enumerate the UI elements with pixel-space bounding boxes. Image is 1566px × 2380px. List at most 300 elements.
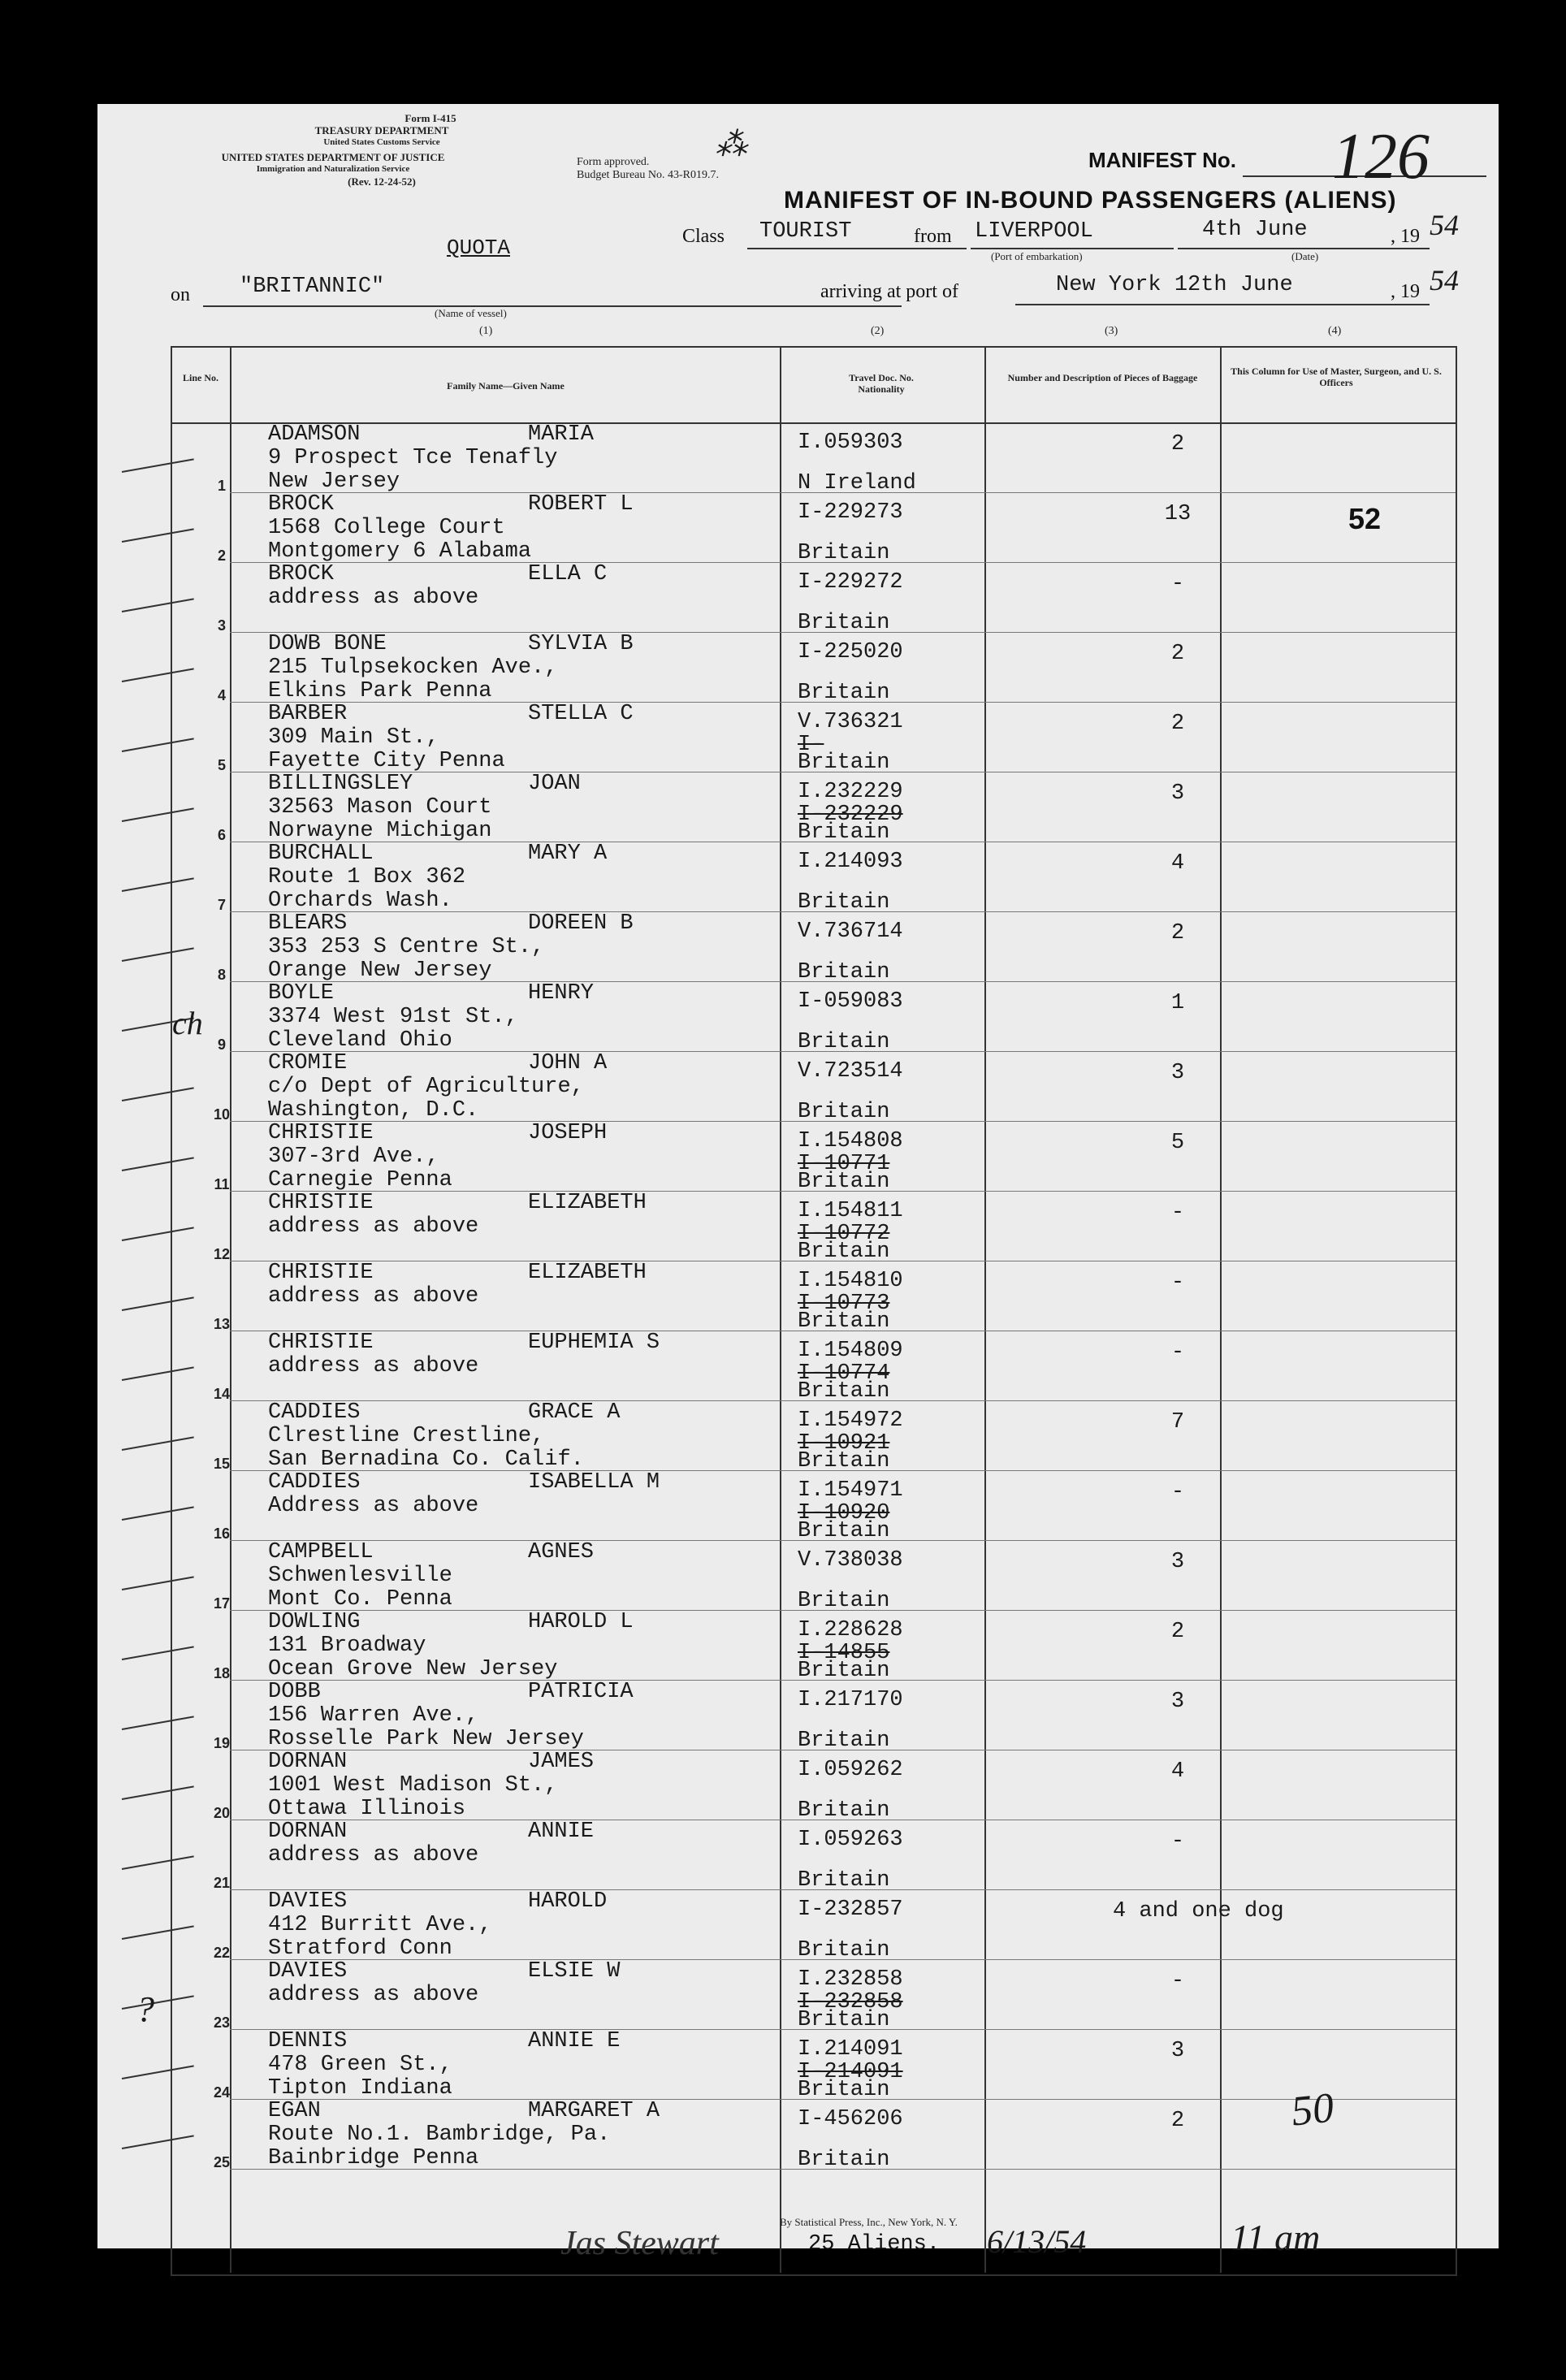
family-name: DENNIS [268,2029,348,2053]
table-row [97,2099,1499,2172]
line-number: 6 [217,827,226,843]
address-line-2: Ottawa Illinois [268,1797,466,1821]
travel-doc-number: I.059303 [798,431,903,455]
baggage-count: - [1170,1969,1185,1993]
address-line-1: 353 253 S Centre St., [268,935,545,959]
family-name: CHRISTIE [268,1191,374,1215]
address-line-1: 478 Green St., [268,2053,452,2077]
address-line-1: address as above [268,1284,479,1309]
nationality: N Ireland [798,471,916,495]
nationality: Britain [798,1030,890,1054]
check-mark [122,1925,194,1940]
check-mark [122,1716,194,1730]
family-name: DOWLING [268,1610,361,1634]
baggage-count: 3 [1170,1690,1185,1714]
baggage-count: 4 and one dog [1113,1899,1284,1923]
header-line-no: Line No. [182,372,218,383]
given-name: STELLA C [528,702,634,726]
year-value: 54 [1430,264,1459,296]
header-officers: This Column for Use of Master, Surgeon, and U. S. Officers [1231,366,1442,388]
manifest-title: MANIFEST OF IN-BOUND PASSENGERS (ALIENS) [784,187,1397,214]
table-row [97,1680,1499,1753]
given-name: ELLA C [528,562,608,586]
given-name: ELIZABETH [528,1261,647,1285]
vessel-name: "BRITANNIC" [240,275,385,299]
date-caption: (Date) [1291,250,1319,262]
address-line-2: Montgomery 6 Alabama [268,539,532,564]
address-line-2: Washington, D.C. [268,1098,479,1123]
year-value: 54 [1430,209,1459,241]
line-number: 21 [213,1875,231,1891]
check-mark [122,1087,194,1101]
quota-label: QUOTA [447,236,511,260]
line-number: 25 [213,2154,231,2170]
col-number: (2) [871,325,885,337]
travel-doc-number: I-229273 [798,500,903,525]
baggage-count: 1 [1170,991,1185,1015]
line-number: 4 [217,687,226,703]
baggage-count: 3 [1170,1061,1185,1085]
justice-dept: UNITED STATES DEPARTMENT OF JUSTICE [221,151,445,163]
baggage-count: - [1170,1829,1185,1854]
address-line-2: Cleveland Ohio [268,1028,452,1053]
travel-doc-number: I.154808 [798,1129,903,1153]
line-number: 7 [217,897,226,913]
line-number: 14 [213,1386,231,1402]
table-row [97,1051,1499,1124]
address-line-1: address as above [268,1214,479,1239]
family-name: BROCK [268,492,335,517]
cancelled-doc-number: I- [798,733,824,757]
line-number: 15 [213,1456,231,1472]
check-mark [122,807,194,822]
line-number: 2 [217,547,226,564]
check-mark [122,1995,194,2010]
baggage-count: - [1170,1270,1185,1295]
line-number: 16 [213,1525,231,1542]
budget-bureau: Budget Bureau No. 43-R019.7. [577,169,719,181]
address-line-1: Route No.1. Bambridge, Pa. [268,2123,611,2147]
check-mark [122,1296,194,1311]
manifest-no-label: MANIFEST No. [1088,148,1236,172]
ins: Immigration and Naturalization Service [256,164,410,174]
travel-doc-number: I.154809 [798,1339,903,1363]
manifest-page [97,104,1499,2262]
nationality: Britain [798,1659,890,1683]
line-number: 24 [213,2084,231,2101]
family-name: DAVIES [268,1889,348,1914]
address-line-1: Route 1 Box 362 [268,865,466,889]
family-name: BOYLE [268,981,335,1006]
line-number: 1 [217,478,226,494]
nationality: Britain [798,2148,890,2172]
officer-mark: 52 [1348,502,1382,535]
table-row [97,1820,1499,1893]
check-mark [122,1855,194,1870]
travel-doc-number: I.154810 [798,1269,903,1293]
given-name: JOHN A [528,1051,608,1075]
given-name: ELIZABETH [528,1191,647,1215]
class-label: Class [682,226,725,247]
travel-doc-number: V.723514 [798,1059,903,1084]
address-line-2: Rosselle Park New Jersey [268,1727,584,1751]
check-mark [122,877,194,892]
customs-service: United States Customs Service [323,137,440,147]
travel-doc-number: V.736321 [798,710,903,734]
embarkation-date: 4th June [1202,218,1308,242]
check-mark [122,1157,194,1171]
baggage-count: 13 [1164,502,1192,526]
table-row [97,1400,1499,1473]
travel-doc-number: I.059262 [798,1758,903,1782]
baggage-count: 2 [1170,2109,1185,2133]
from-label: from [914,226,952,247]
table-row [97,1610,1499,1683]
table-row [97,1889,1499,1962]
nationality: Britain [798,541,890,565]
line-number: 3 [217,617,226,634]
baggage-count: 2 [1170,642,1185,666]
port-of-embarkation: LIVERPOOL [975,219,1093,244]
given-name: AGNES [528,1540,595,1564]
given-name: HAROLD L [528,1610,634,1634]
baggage-count: - [1170,1340,1185,1365]
check-mark [122,528,194,543]
address-line-2: Tipton Indiana [268,2076,452,2101]
line-number: 9 [217,1036,226,1053]
class-value: TOURIST [759,219,852,244]
family-name: CROMIE [268,1051,348,1075]
baggage-count: 7 [1170,1410,1185,1434]
cancelled-doc-number: I-232229 [798,803,903,827]
family-name: CADDIES [268,1470,361,1495]
address-line-2: Norwayne Michigan [268,819,492,843]
family-name: CADDIES [268,1400,361,1425]
address-line-1: 32563 Mason Court [268,795,492,820]
baggage-count: - [1170,1201,1185,1225]
line-number: 18 [213,1665,231,1681]
table-row [97,1191,1499,1264]
nationality: Britain [798,1589,890,1613]
given-name: JAMES [528,1750,595,1774]
address-line-2: Stratford Conn [268,1936,452,1961]
table-row [97,632,1499,705]
given-name: PATRICIA [528,1680,634,1704]
nationality: Britain [798,1309,890,1334]
address-line-2: New Jersey [268,470,400,494]
travel-doc-number: I.154811 [798,1199,903,1223]
check-mark [122,1227,194,1241]
travel-doc-number: I.228628 [798,1618,903,1642]
table-row [97,1331,1499,1404]
nationality: Britain [798,611,890,635]
line-number: 20 [213,1805,231,1821]
address-line-1: Address as above [268,1494,479,1518]
travel-doc-number: I.217170 [798,1688,903,1712]
baggage-count: 3 [1170,781,1185,806]
nationality: Britain [798,820,890,845]
travel-doc-number: I-229272 [798,570,903,595]
baggage-count: 3 [1170,1550,1185,1574]
given-name: HENRY [528,981,595,1006]
printer-line: By Statistical Press, Inc., New York, N. Y. [780,2216,958,2228]
address-line-1: address as above [268,586,479,610]
address-line-1: 1001 West Madison St., [268,1773,558,1798]
travel-doc-number: I.059263 [798,1828,903,1852]
table-row [97,1261,1499,1334]
check-mark [122,2135,194,2149]
family-name: DOBB [268,1680,321,1704]
baggage-count: 2 [1170,921,1185,946]
line-number: 12 [213,1246,231,1262]
given-name: ANNIE E [528,2029,621,2053]
nationality: Britain [798,1798,890,1823]
nationality: Britain [798,1170,890,1194]
inspector-signature: Jas Stewart [560,2225,719,2262]
col-number: (4) [1328,325,1342,337]
family-name: DAVIES [268,1959,348,1984]
year-prefix: , 19 [1391,281,1420,302]
nationality: Britain [798,2078,890,2102]
baggage-count: 2 [1170,1620,1185,1644]
address-line-2: Ocean Grove New Jersey [268,1657,558,1681]
alien-count: 25 Aliens. [808,2232,941,2257]
table-row [97,702,1499,775]
given-name: EUPHEMIA S [528,1331,660,1355]
nationality: Britain [798,2008,890,2032]
table-row [97,981,1499,1054]
address-line-1: Clrestline Crestline, [268,1424,545,1448]
line-number: 5 [217,757,226,773]
given-name: SYLVIA B [528,632,634,656]
check-mark [122,738,194,752]
family-name: BILLINGSLEY [268,772,413,796]
baggage-count: 2 [1170,712,1185,736]
nationality: Britain [798,890,890,915]
year-prefix: , 19 [1391,226,1420,247]
arriving-label: arriving at port of [820,281,958,302]
cancelled-doc-number: I-232858 [798,1990,903,2014]
header-travel-doc: Travel Doc. No. Nationality [849,372,914,395]
nationality: Britain [798,681,890,705]
nationality: Britain [798,1379,890,1404]
baggage-count: 5 [1170,1131,1185,1155]
address-line-1: 156 Warren Ave., [268,1703,479,1728]
check-mark [122,668,194,682]
baggage-count: 3 [1170,2039,1185,2063]
line-number: 11 [214,1176,230,1192]
address-line-1: address as above [268,1354,479,1378]
cancelled-doc-number: I-10773 [798,1292,890,1316]
cancelled-doc-number: I-214091 [798,2060,903,2084]
header-baggage: Number and Description of Pieces of Baggage [1007,372,1198,383]
family-name: BROCK [268,562,335,586]
check-mark [122,1785,194,1800]
line-number: 10 [213,1106,231,1123]
given-name: JOAN [528,772,581,796]
travel-doc-number: I-059083 [798,989,903,1014]
inspection-date: 6/13/54 [987,2223,1087,2260]
family-name: DORNAN [268,1750,348,1774]
baggage-count: - [1170,572,1185,596]
stamp-mark: ⁂ [715,126,747,162]
cancelled-doc-number: I-10771 [798,1152,890,1176]
given-name: ISABELLA M [528,1470,660,1495]
line-number: 17 [213,1595,231,1612]
revision: (Rev. 12-24-52) [348,175,416,188]
inspection-time: 11 am [1231,2217,1321,2258]
form-approved: Form approved. [577,156,650,168]
travel-doc-number: V.736714 [798,920,903,944]
table-row [97,842,1499,915]
address-line-2: Fayette City Penna [268,749,505,773]
baggage-count: 4 [1170,1759,1185,1784]
cancelled-doc-number: I-10774 [798,1361,890,1386]
check-mark [122,598,194,612]
table-row [97,562,1499,635]
table-row [97,1470,1499,1543]
table-row [97,492,1499,565]
address-line-1: c/o Dept of Agriculture, [268,1075,584,1099]
address-line-2: Orange New Jersey [268,958,492,983]
line-number: 22 [213,1945,231,1961]
nationality: Britain [798,1449,890,1473]
check-mark [122,1436,194,1451]
nationality: Britain [798,1240,890,1264]
address-line-1: 412 Burritt Ave., [268,1913,492,1937]
check-mark [122,1576,194,1590]
given-name: HAROLD [528,1889,608,1914]
given-name: ANNIE [528,1820,595,1844]
cancelled-doc-number: I-10920 [798,1501,890,1525]
address-line-1: 3374 West 91st St., [268,1005,518,1029]
check-mark [122,1646,194,1660]
travel-doc-number: I-232857 [798,1898,903,1922]
cancelled-doc-number: I-10772 [798,1222,890,1246]
given-name: MARIA [528,422,595,447]
travel-doc-number: I.214091 [798,2037,903,2062]
nationality: Britain [798,1100,890,1124]
line-number: 13 [213,1316,231,1332]
address-line-1: Schwenlesville [268,1564,452,1588]
travel-doc-number: I.232858 [798,1967,903,1992]
given-name: GRACE A [528,1400,621,1425]
travel-doc-number: I.154971 [798,1478,903,1503]
table-row [97,1121,1499,1194]
cancelled-doc-number: I-14855 [798,1641,890,1665]
line-number: 19 [213,1735,231,1751]
check-mark [122,1366,194,1381]
family-name: DOWB BONE [268,632,387,656]
family-name: CHRISTIE [268,1331,374,1355]
header-name: Family Name—Given Name [447,380,565,392]
address-line-2: Mont Co. Penna [268,1587,452,1612]
margin-annotation: ? [136,1989,154,2029]
address-line-1: address as above [268,1983,479,2007]
baggage-count: 4 [1170,851,1185,876]
check-mark [122,458,194,473]
col-number: (3) [1105,325,1118,337]
address-line-2: Bainbridge Penna [268,2146,479,2170]
nationality: Britain [798,960,890,984]
address-line-2: Elkins Park Penna [268,679,492,703]
family-name: ADAMSON [268,422,361,447]
given-name: MARGARET A [528,2099,660,2123]
officer-note: 50 [1289,2084,1336,2136]
treasury-dept: TREASURY DEPARTMENT [314,124,449,136]
table-row [97,1750,1499,1823]
nationality: Britain [798,751,890,775]
address-line-1: 215 Tulpsekocken Ave., [268,656,558,680]
check-mark [122,947,194,962]
family-name: CHRISTIE [268,1261,374,1285]
given-name: DOREEN B [528,911,634,936]
address-line-2: Orchards Wash. [268,889,452,913]
manifest-number: 126 [1332,121,1430,193]
col-number: (1) [479,325,493,337]
family-name: BARBER [268,702,348,726]
baggage-count: - [1170,1480,1185,1504]
family-name: DORNAN [268,1820,348,1844]
form-number: Form I-415 [404,112,456,124]
line-number: 23 [213,2014,231,2031]
family-name: CHRISTIE [268,1121,374,1145]
travel-doc-number: I.214093 [798,850,903,874]
baggage-count: 2 [1170,432,1185,457]
given-name: MARY A [528,842,608,866]
nationality: Britain [798,1729,890,1753]
family-name: CAMPBELL [268,1540,374,1564]
margin-annotation: ch [172,1005,203,1041]
address-line-1: 131 Broadway [268,1634,426,1658]
address-line-1: 9 Prospect Tce Tenafly [268,446,558,470]
travel-doc-number: V.738038 [798,1548,903,1573]
table-row [97,422,1499,495]
given-name: ELSIE W [528,1959,621,1984]
vessel-caption: (Name of vessel) [435,307,507,319]
nationality: Britain [798,1938,890,1962]
nationality: Britain [798,1868,890,1893]
port-caption: (Port of embarkation) [991,250,1083,262]
family-name: EGAN [268,2099,321,2123]
travel-doc-number: I-225020 [798,640,903,664]
given-name: JOSEPH [528,1121,608,1145]
address-line-1: 1568 College Court [268,516,505,540]
line-number: 8 [217,967,226,983]
table-row [97,1540,1499,1613]
table-row [97,772,1499,845]
on-label: on [171,284,190,305]
check-mark [122,2065,194,2079]
address-line-2: Carnegie Penna [268,1168,452,1192]
arrival-port-date: New York 12th June [1056,273,1293,297]
address-line-1: 307-3rd Ave., [268,1145,439,1169]
travel-doc-number: I-456206 [798,2107,903,2131]
travel-doc-number: I.154972 [798,1409,903,1433]
table-row [97,1959,1499,2032]
table-row [97,911,1499,984]
address-line-2: San Bernadina Co. Calif. [268,1447,584,1472]
nationality: Britain [798,1519,890,1543]
given-name: ROBERT L [528,492,634,517]
cancelled-doc-number: I-10921 [798,1431,890,1456]
travel-doc-number: I.232229 [798,780,903,804]
address-line-1: 309 Main St., [268,725,439,750]
family-name: BURCHALL [268,842,374,866]
family-name: BLEARS [268,911,348,936]
check-mark [122,1506,194,1521]
address-line-1: address as above [268,1843,479,1867]
